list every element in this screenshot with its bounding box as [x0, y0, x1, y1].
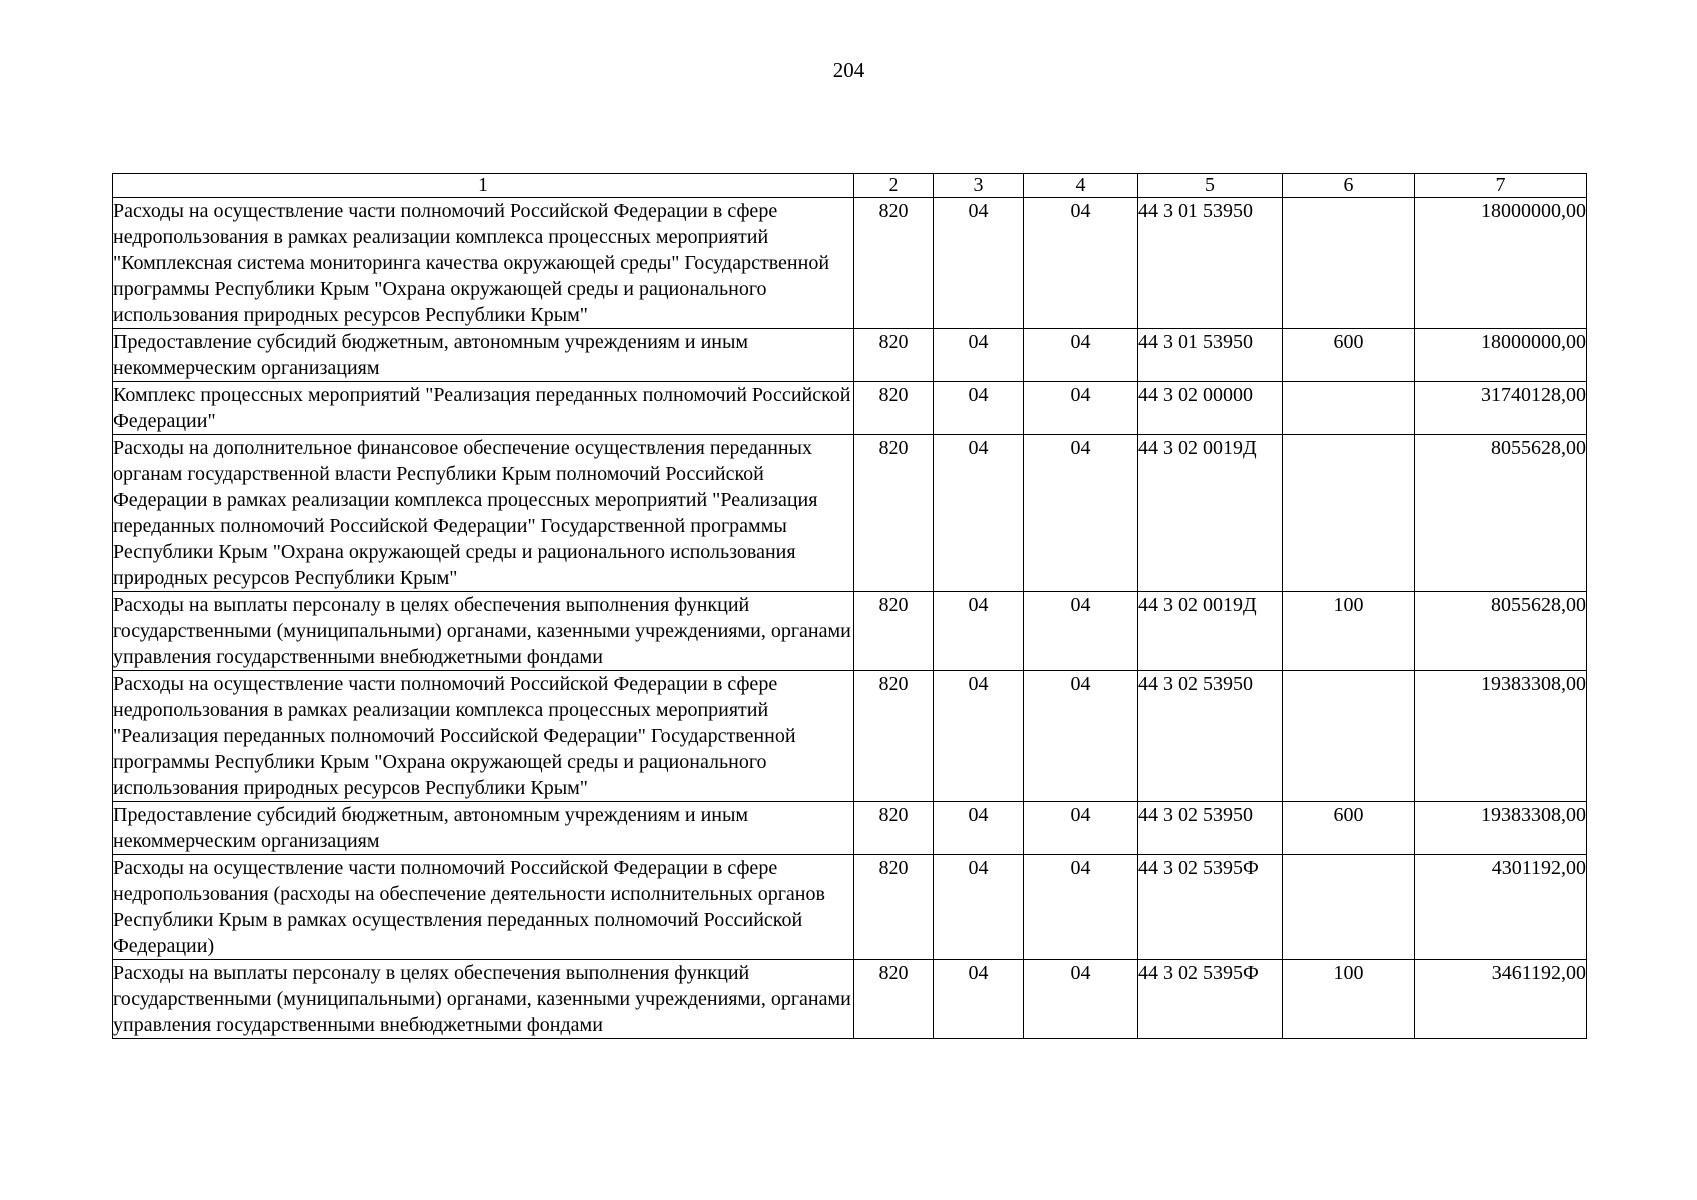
column-header: 3	[934, 174, 1024, 198]
expense-type-code: 100	[1283, 592, 1415, 671]
target-article-code: 44 3 02 0019Д	[1138, 592, 1283, 671]
grbs-code: 820	[854, 855, 934, 960]
column-header: 6	[1283, 174, 1415, 198]
expense-name: Предоставление субсидий бюджетным, автономным учреждениям и иным некоммерческим организациям	[113, 802, 854, 855]
amount: 8055628,00	[1415, 435, 1587, 592]
amount: 31740128,00	[1415, 382, 1587, 435]
target-article-code: 44 3 01 53950	[1138, 198, 1283, 329]
subsection-code: 04	[1024, 960, 1138, 1039]
table-row	[113, 329, 1587, 382]
table-row	[113, 802, 1587, 855]
expense-name: Комплекс процессных мероприятий "Реализация переданных полномочий Российской Федерации"	[113, 382, 854, 435]
table-row	[113, 198, 1587, 329]
section-code: 04	[934, 435, 1024, 592]
grbs-code: 820	[854, 592, 934, 671]
grbs-code: 820	[854, 671, 934, 802]
column-header: 4	[1024, 174, 1138, 198]
column-header: 7	[1415, 174, 1587, 198]
amount: 18000000,00	[1415, 329, 1587, 382]
expense-type-code	[1283, 435, 1415, 592]
section-code: 04	[934, 671, 1024, 802]
amount: 4301192,00	[1415, 855, 1587, 960]
subsection-code: 04	[1024, 855, 1138, 960]
grbs-code: 820	[854, 329, 934, 382]
table-row	[113, 855, 1587, 960]
subsection-code: 04	[1024, 671, 1138, 802]
amount: 19383308,00	[1415, 671, 1587, 802]
grbs-code: 820	[854, 802, 934, 855]
grbs-code: 820	[854, 382, 934, 435]
target-article-code: 44 3 02 0019Д	[1138, 435, 1283, 592]
table-header-row	[113, 174, 1587, 198]
expense-name: Предоставление субсидий бюджетным, автономным учреждениям и иным некоммерческим организациям	[113, 329, 854, 382]
table-row	[113, 382, 1587, 435]
section-code: 04	[934, 198, 1024, 329]
subsection-code: 04	[1024, 802, 1138, 855]
section-code: 04	[934, 592, 1024, 671]
subsection-code: 04	[1024, 329, 1138, 382]
table-row	[113, 592, 1587, 671]
page-number: 204	[832, 58, 865, 82]
expense-type-code	[1283, 382, 1415, 435]
column-header: 1	[113, 174, 854, 198]
grbs-code: 820	[854, 198, 934, 329]
table-row	[113, 435, 1587, 592]
expense-type-code: 600	[1283, 329, 1415, 382]
target-article-code: 44 3 02 00000	[1138, 382, 1283, 435]
expense-name: Расходы на дополнительное финансовое обеспечение осуществления переданных органам государственной власти Республики Крым полномочий Российской Федерации в рамках реализации комплекса процессных мероприятий "Реализация переданных полномочий Российской Федерации" Государственной программы Республики Крым "Охрана окружающей среды и рационального использования природных ресурсов Республики Крым"	[113, 435, 854, 592]
section-code: 04	[934, 329, 1024, 382]
amount: 19383308,00	[1415, 802, 1587, 855]
section-code: 04	[934, 802, 1024, 855]
column-header: 5	[1138, 174, 1283, 198]
subsection-code: 04	[1024, 435, 1138, 592]
expense-type-code	[1283, 855, 1415, 960]
expense-type-code	[1283, 671, 1415, 802]
subsection-code: 04	[1024, 592, 1138, 671]
section-code: 04	[934, 855, 1024, 960]
target-article-code: 44 3 02 5395Ф	[1138, 960, 1283, 1039]
amount: 18000000,00	[1415, 198, 1587, 329]
subsection-code: 04	[1024, 382, 1138, 435]
expense-name: Расходы на выплаты персоналу в целях обеспечения выполнения функций государственными (муниципальными) органами, казенными учреждениями, органами управления государственными внебюджетными фондами	[113, 960, 854, 1039]
table-row	[113, 671, 1587, 802]
expense-name: Расходы на осуществление части полномочий Российской Федерации в сфере недропользования (расходы на обеспечение деятельности исполнительных органов Республики Крым в рамках осуществления переданных полномочий Российской Федерации)	[113, 855, 854, 960]
target-article-code: 44 3 02 53950	[1138, 671, 1283, 802]
target-article-code: 44 3 02 5395Ф	[1138, 855, 1283, 960]
grbs-code: 820	[854, 435, 934, 592]
column-header: 2	[854, 174, 934, 198]
expense-name: Расходы на осуществление части полномочий Российской Федерации в сфере недропользования в рамках реализации комплекса процессных мероприятий "Реализация переданных полномочий Российской Федерации" Государственной программы Республики Крым "Охрана окружающей среды и рационального использования природных ресурсов Республики Крым"	[113, 671, 854, 802]
subsection-code: 04	[1024, 198, 1138, 329]
expense-name: Расходы на выплаты персоналу в целях обеспечения выполнения функций государственными (муниципальными) органами, казенными учреждениями, органами управления государственными внебюджетными фондами	[113, 592, 854, 671]
target-article-code: 44 3 01 53950	[1138, 329, 1283, 382]
section-code: 04	[934, 382, 1024, 435]
amount: 8055628,00	[1415, 592, 1587, 671]
expense-type-code	[1283, 198, 1415, 329]
budget-table	[112, 173, 1587, 1039]
amount: 3461192,00	[1415, 960, 1587, 1039]
expense-type-code: 100	[1283, 960, 1415, 1039]
expense-name: Расходы на осуществление части полномочий Российской Федерации в сфере недропользования в рамках реализации комплекса процессных мероприятий "Комплексная система мониторинга качества окружающей среды" Государственной программы Республики Крым "Охрана окружающей среды и рационального использования природных ресурсов Республики Крым"	[113, 198, 854, 329]
expense-type-code: 600	[1283, 802, 1415, 855]
grbs-code: 820	[854, 960, 934, 1039]
table-row	[113, 960, 1587, 1039]
section-code: 04	[934, 960, 1024, 1039]
target-article-code: 44 3 02 53950	[1138, 802, 1283, 855]
